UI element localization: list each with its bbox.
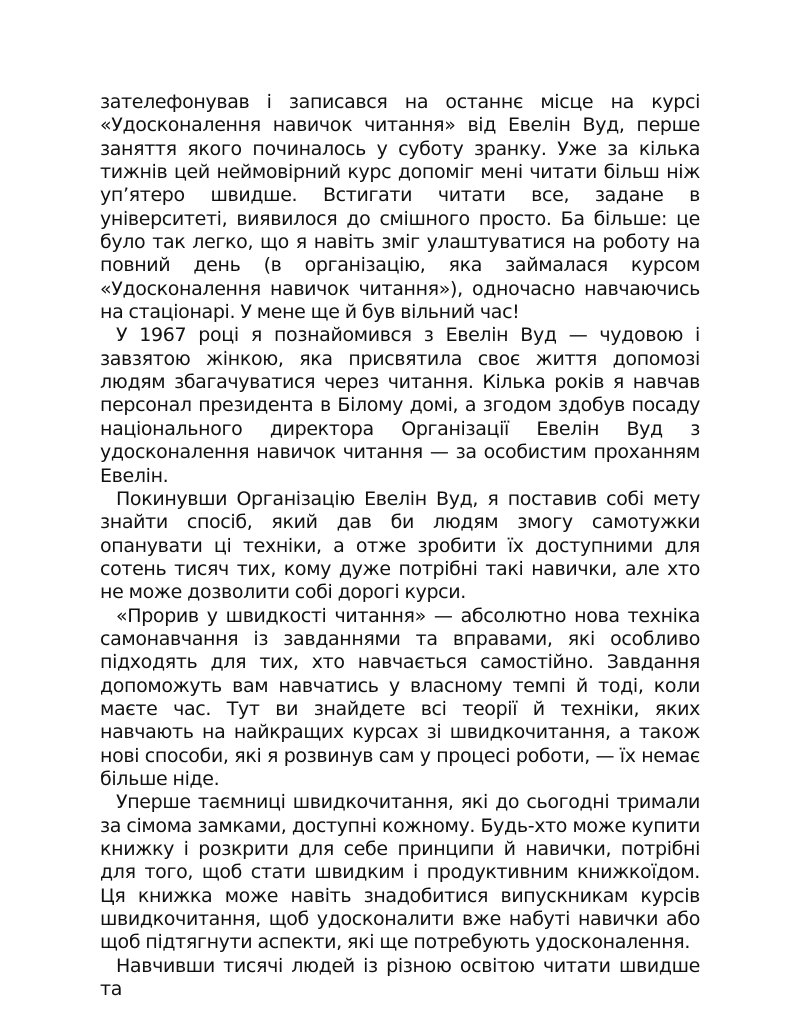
- paragraph-5: Уперше таємниці швидкочитання, які до сьогодні тримали за сімома замками, доступні кожному. Будь-хто може купити книжку і розкрити для себе принципи й навички, потрібні для того, щоб стати швидким і продуктивним книжкоїдом. Ця книжка може навіть знадобитися випускникам курсів швидкочитання, щоб удосконалити вже набуті навички або щоб підтягнути аспекти, які ще потребують удосконалення.: [100, 791, 700, 954]
- paragraph-3: Покинувши Організацію Евелін Вуд, я поставив собі мету знайти спосіб, який дав би людям змогу самотужки опанувати ці техніки, а отже зробити їх доступними для сотень тисяч тих, кому дуже потрібні такі навички, але хто не може дозволити собі дорогі курси.: [100, 487, 700, 604]
- paragraph-2: У 1967 році я познайомився з Евелін Вуд — чудовою і завзятою жінкою, яка присвятила своє життя допомозі людям збагачуватися через читання. Кілька років я навчав персонал президента в Білому домі, а згодом здобув посаду національного директора Організації Евелін Вуд з удосконалення навичок читання — за особистим проханням Евелін.: [100, 324, 700, 487]
- document-page: [100, 91, 700, 1001]
- paragraph-4: «Прорив у швидкості читання» — абсолютно нова техніка самонавчання із завданнями та вправами, які особливо підходять для тих, хто навчається самостійно. Завдання допоможуть вам навчатись у власному темпі й тоді, коли маєте час. Тут ви знайдете всі теорії й техніки, яких навчають на найкращих курсах зі швидкочитання, а також нові способи, які я розвинув сам у процесі роботи, — їх немає більше ніде.: [100, 604, 700, 790]
- paragraph-6: Навчивши тисячі людей із різною освітою читати швидше та: [100, 954, 700, 1001]
- paragraph-1: зателефонував і записався на останнє місце на курсі «Удосконалення навичок читання» від Евелін Вуд, перше заняття якого починалось у суботу зранку. Уже за кілька тижнів цей неймовірний курс допоміг мені читати більш ніж уп’ятеро швидше. Встигати читати все, задане в університеті, виявилося до смішного просто. Ба більше: це було так легко, що я навіть зміг улаштуватися на роботу на повний день (в організацію, яка займалася курсом «Удосконалення навичок читання»), одночасно навчаючись на стаціонарі. У мене ще й був вільний час!: [100, 91, 700, 324]
